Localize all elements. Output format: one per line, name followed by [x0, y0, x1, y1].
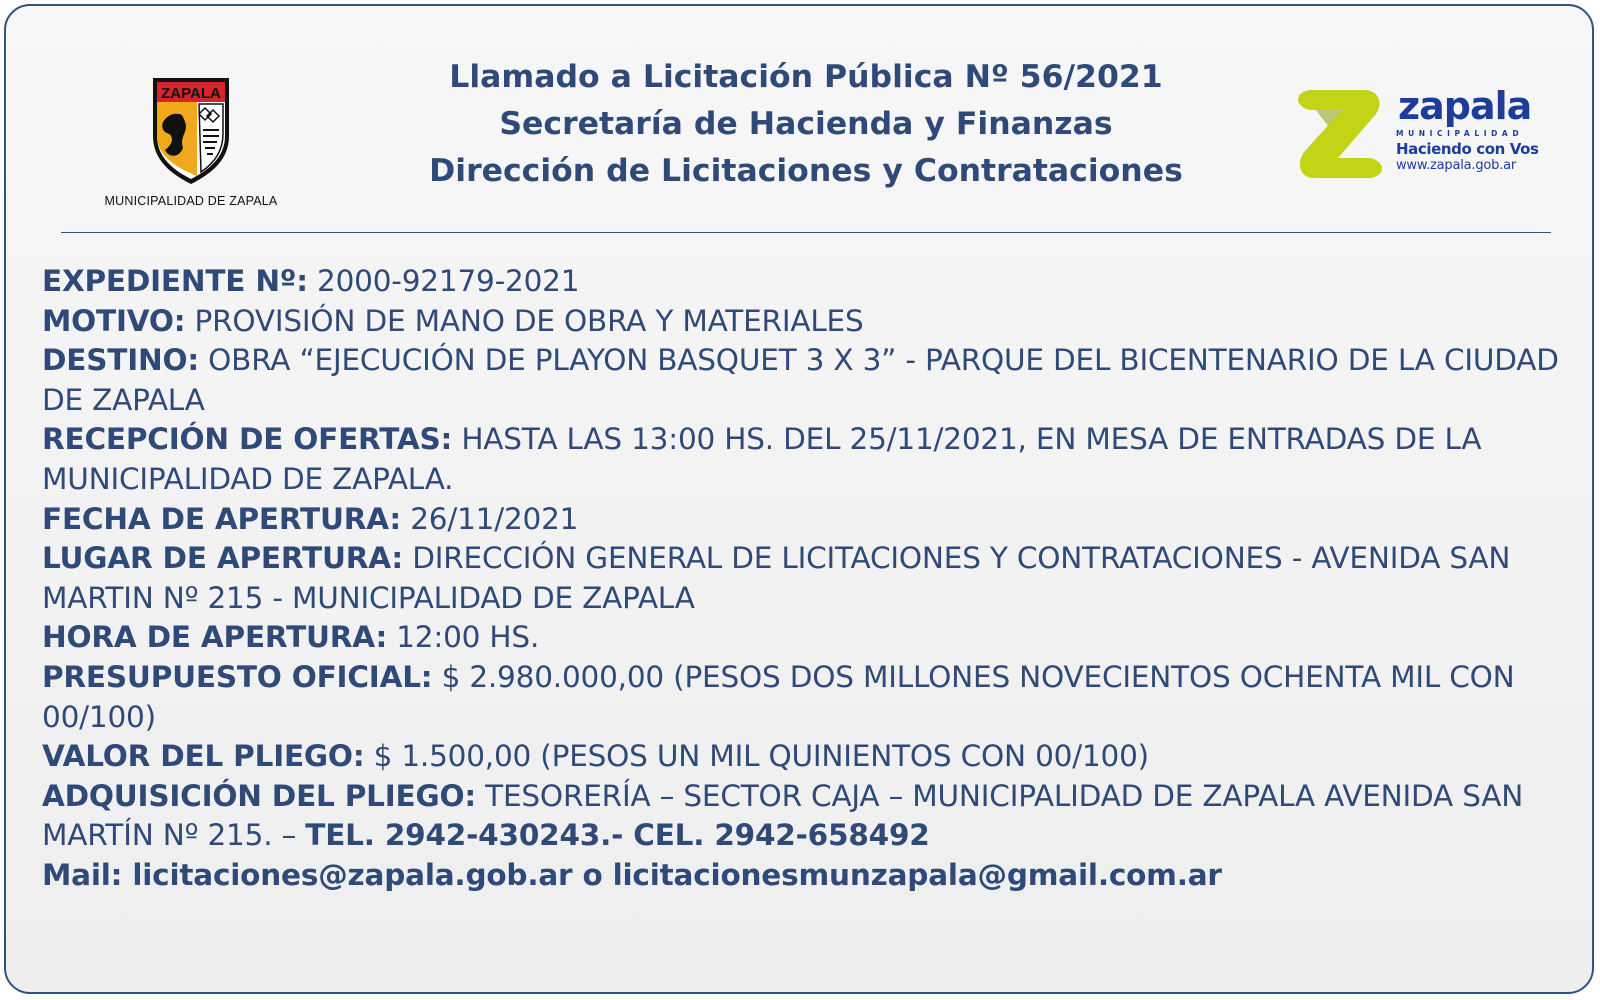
field-value: $ 2.980.000,00 (PESOS DOS MILLONES NOVECIENTOS OCHENTA MIL CON 00/100)	[42, 659, 1515, 734]
title-line-3: Dirección de Licitaciones y Contrataciones	[429, 153, 1183, 189]
title-line-1: Llamado a Licitación Pública Nº 56/2021	[449, 59, 1163, 95]
field-lugar-apertura	[42, 539, 1582, 618]
field-label: RECEPCIÓN DE OFERTAS:	[42, 422, 453, 457]
brand-subtitle: MUNICIPALIDAD	[1396, 129, 1524, 138]
field-hora-apertura	[42, 618, 1582, 658]
contact-phones: TEL. 2942-430243.- CEL. 2942-658492	[305, 818, 930, 853]
field-recepcion	[42, 420, 1582, 499]
field-expediente	[42, 262, 1582, 302]
brand-slogan: Haciendo con Vos	[1396, 140, 1539, 158]
field-value: $ 1.500,00 (PESOS UN MIL QUINIENTOS CON 00/100)	[364, 739, 1149, 774]
field-destino	[42, 341, 1582, 420]
brand-url: www.zapala.gob.ar	[1396, 158, 1517, 173]
notice-body	[42, 262, 1582, 896]
contact-mail: Mail: licitaciones@zapala.gob.ar o licitacionesmunzapala@gmail.com.ar	[42, 857, 1222, 892]
field-value: OBRA “EJECUCIÓN DE PLAYON BASQUET 3 X 3” - PARQUE DEL BICENTENARIO DE LA CIUDAD DE ZAPALA	[42, 343, 1559, 417]
field-label: PRESUPUESTO OFICIAL:	[42, 659, 433, 694]
crest-lettering: ZAPALA	[161, 85, 221, 102]
field-value: 26/11/2021	[401, 501, 579, 536]
field-value: HASTA LAS 13:00 HS. DEL 25/11/2021, EN MESA DE ENTRADAS DE LA MUNICIPALIDAD DE ZAPALA.	[42, 422, 1482, 496]
field-label: FECHA DE APERTURA:	[42, 501, 402, 536]
zapala-z-mark-icon	[1298, 88, 1382, 178]
field-fecha-apertura	[42, 500, 1582, 540]
field-value: TESORERÍA – SECTOR CAJA – MUNICIPALIDAD DE ZAPALA AVENIDA SAN MARTÍN Nº 215. –	[42, 778, 1524, 853]
field-value: PROVISIÓN DE MANO DE OBRA Y MATERIALES	[185, 303, 864, 338]
title-line-2: Secretaría de Hacienda y Finanzas	[499, 106, 1113, 142]
header-divider	[61, 232, 1551, 233]
zapala-brand-logo	[1298, 84, 1568, 188]
field-label: HORA DE APERTURA:	[42, 620, 388, 655]
field-label: VALOR DEL PLIEGO:	[42, 739, 365, 774]
field-value: 12:00 HS.	[387, 620, 540, 655]
field-presupuesto	[42, 658, 1582, 737]
municipal-crest-logo	[96, 74, 286, 208]
page-title	[326, 54, 1286, 195]
crest-caption: MUNICIPALIDAD DE ZAPALA	[104, 194, 278, 208]
field-motivo	[42, 302, 1582, 342]
field-value: DIRECCIÓN GENERAL DE LICITACIONES Y CONTRATACIONES - AVENIDA SAN MARTIN Nº 215 - MUNICIPALIDAD DE ZAPALA	[42, 541, 1511, 615]
notice-card	[4, 4, 1594, 994]
field-valor-pliego	[42, 737, 1582, 777]
field-label: DESTINO:	[42, 343, 199, 378]
field-label: MOTIVO:	[42, 303, 186, 338]
field-adquisicion	[42, 777, 1582, 856]
brand-wordmark: zapala	[1398, 84, 1532, 128]
zapala-coat-of-arms-icon	[149, 74, 233, 186]
field-label: LUGAR DE APERTURA:	[42, 541, 404, 576]
field-label: EXPEDIENTE Nº:	[42, 264, 308, 298]
field-value: 2000-92179-2021	[307, 264, 580, 298]
field-label: ADQUISICIÓN DEL PLIEGO:	[42, 778, 476, 813]
